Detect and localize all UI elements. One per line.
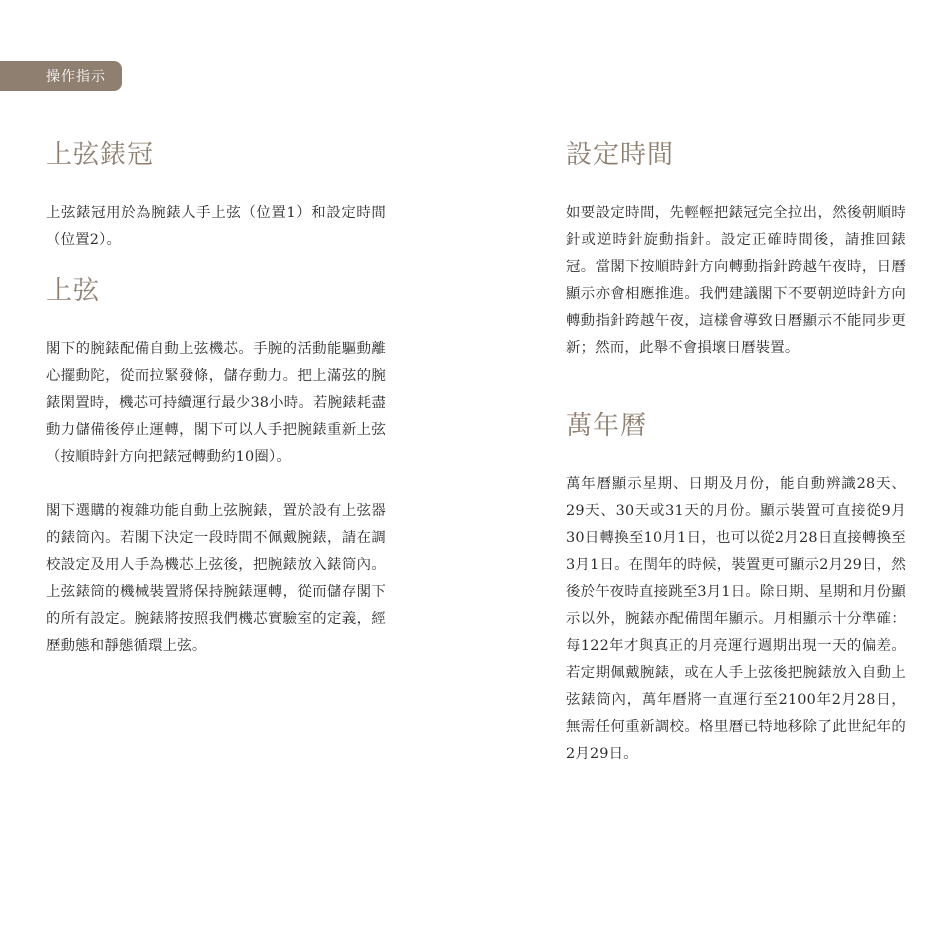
heading-winding-crown: 上弦錶冠 bbox=[46, 140, 155, 170]
section-perpetual-calendar bbox=[566, 411, 906, 768]
heading-perpetual-calendar: 萬年曆 bbox=[566, 411, 648, 441]
paragraph-perpetual-calendar: 萬年曆顯示星期、日期及月份，能自動辨識28天、29天、30天或31天的月份。顯示裝置可直接從9月30日轉換至10月1日，也可以從2月28日直接轉換至3月1日。在閏年的時候，裝置更可顯示2月29日，然後於午夜時直接跳至3月1日。除日期、星期和月份顯示以外，腕錶亦配備閏年顯示。月相顯示十分準確：每122年才與真正的月亮運行週期出現一天的偏差。若定期佩戴腕錶，或在人手上弦後把腕錶放入自動上弦錶筒內，萬年曆將一直運行至2100年2月28日，無需任何重新調校。格里曆已特地移除了此世紀年的2月29日。 bbox=[566, 476, 906, 762]
section-winding-crown bbox=[46, 140, 386, 254]
paragraph-winding-2: 閣下選購的複雜功能自動上弦腕錶，置於設有上弦器的錶筒內。若閣下決定一段時間不佩戴腕錶，請在調校設定及用人手為機芯上弦後，把腕錶放入錶筒內。上弦錶筒的機械裝置將保持腕錶運轉，從而儲存閣下的所有設定。腕錶將按照我們機芯實驗室的定義，經歷動態和靜態循環上弦。 bbox=[46, 503, 386, 654]
paragraph-setting-time: 如要設定時間，先輕輕把錶冠完全拉出，然後朝順時針或逆時針旋動指針。設定正確時間後，請推回錶冠。當閣下按順時針方向轉動指針跨越午夜時，日曆顯示亦會相應推進。我們建議閣下不要朝逆時針方向轉動指針跨越午夜，這樣會導致日曆顯示不能同步更新；然而，此舉不會損壞日曆裝置。 bbox=[566, 205, 906, 356]
heading-setting-time: 設定時間 bbox=[566, 140, 675, 170]
section-tab-label: 操作指示 bbox=[46, 69, 106, 85]
section-setting-time bbox=[566, 140, 906, 362]
paragraph-winding-crown: 上弦錶冠用於為腕錶人手上弦（位置1）和設定時間（位置2）。 bbox=[46, 205, 386, 248]
heading-winding: 上弦 bbox=[46, 276, 101, 306]
section-tab bbox=[0, 61, 122, 91]
section-winding bbox=[46, 276, 386, 660]
paragraph-winding-1: 閣下的腕錶配備自動上弦機芯。手腕的活動能驅動離心擺動陀，從而拉緊發條，儲存動力。把上滿弦的腕錶閑置時，機芯可持續運行最少38小時。若腕錶耗盡動力儲備後停止運轉，閣下可以人手把腕錶重新上弦（按順時針方向把錶冠轉動約10圈）。 bbox=[46, 341, 386, 465]
